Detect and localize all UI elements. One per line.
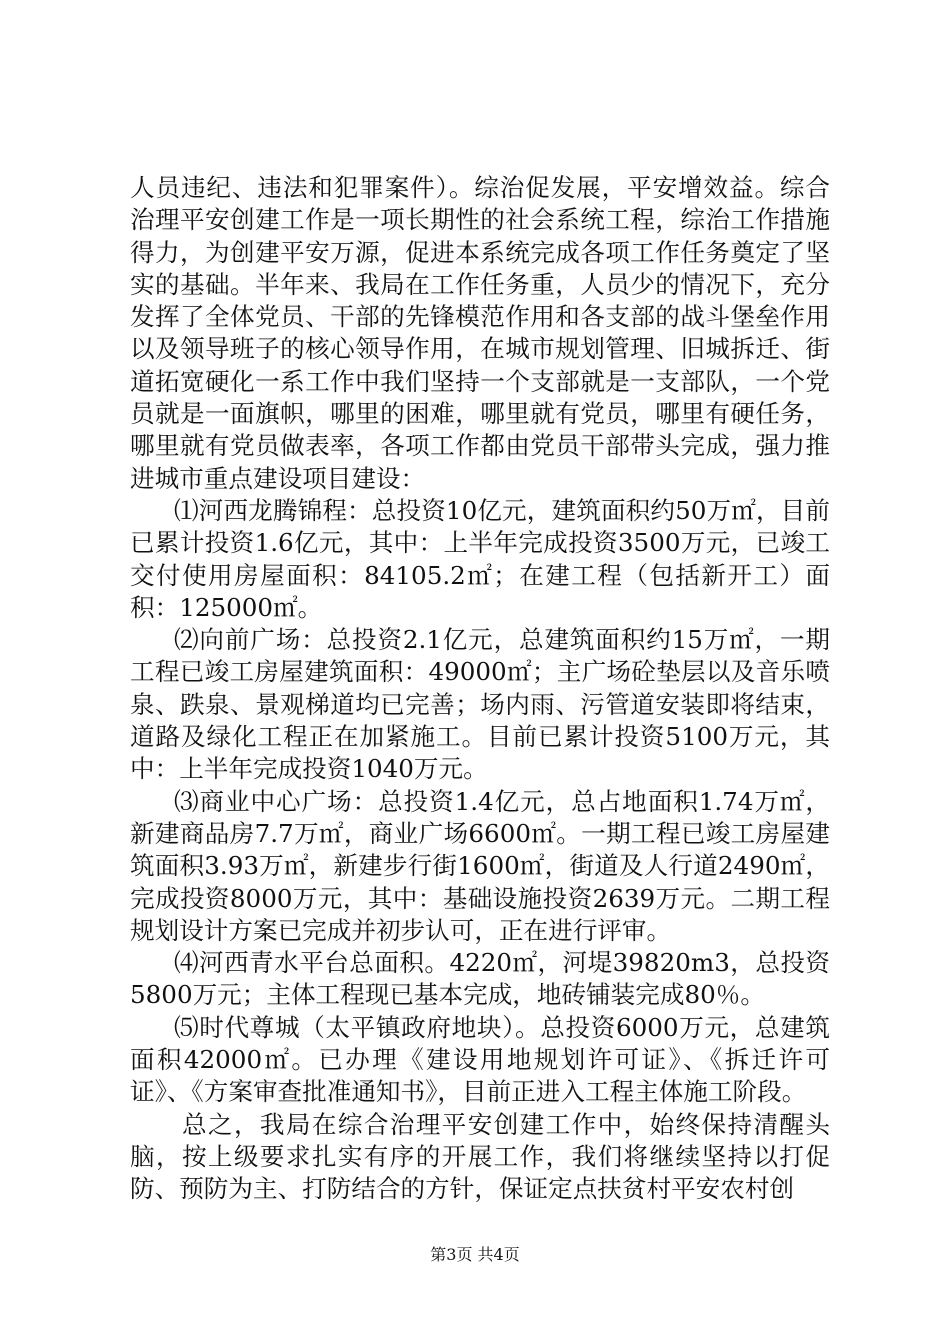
paragraph-item-5: ⑸时代尊城（太平镇政府地块）。总投资6000万元，总建筑面积42000㎡。已办理《建设用地规划许可证》、《拆迁许可证》、《方案审查批准通知书》，目前正进入工程主体施工阶段。 [130,1012,830,1107]
document-body [130,172,830,1206]
paragraph-summary: 总之，我局在综合治理平安创建工作中，始终保持清醒头脑，按上级要求扎实有序的开展工作，我们将继续坚持以打促防、预防为主、打防结合的方针，保证定点扶贫村平安农村创 [130,1109,830,1204]
paragraph-item-1: ⑴河西龙腾锦程：总投资10亿元，建筑面积约50万㎡，目前已累计投资1.6亿元，其中：上半年完成投资3500万元，已竣工交付使用房屋面积：84105.2㎡；在建工程（包括新开工）面积：125000㎡。 [130,495,830,622]
paragraph-item-3: ⑶商业中心广场：总投资1.4亿元，总占地面积1.74万㎡，新建商品房7.7万㎡，商业广场6600㎡。一期工程已竣工房屋建筑面积3.93万㎡，新建步行街1600㎡，街道及人行道2490㎡，完成投资8000万元，其中：基础设施投资2639万元。二期工程规划设计方案已完成并初步认可，正在进行评审。 [130,786,830,945]
paragraph-item-4: ⑷河西青水平台总面积。4220㎡，河堤39820m3，总投资5800万元；主体工程现已基本完成，地砖铺装完成80％。 [130,948,830,1010]
page-footer: 第3页 共4页 [430,1245,520,1264]
paragraph-intro: 人员违纪、违法和犯罪案件）。综治促发展，平安增效益。综合治理平安创建工作是一项长期性的社会系统工程，综治工作措施得力，为创建平安万源，促进本系统完成各项工作任务奠定了坚实的基础。半年来、我局在工作任务重，人员少的情况下，充分发挥了全体党员、干部的先锋模范作用和各支部的战斗堡垒作用以及领导班子的核心领导作用，在城市规划管理、旧城拆迁、街道拓宽硬化一系工作中我们坚持一个支部就是一支部队，一个党员就是一面旗帜，哪里的困难，哪里就有党员，哪里有硬任务，哪里就有党员做表率，各项工作都由党员干部带头完成，强力推进城市重点建设项目建设： [130,173,830,493]
paragraph-item-2: ⑵向前广场：总投资2.1亿元，总建筑面积约15万㎡，一期工程已竣工房屋建筑面积：49000㎡；主广场砼垫层以及音乐喷泉、跌泉、景观梯道均已完善；场内雨、污管道安装即将结束，道路及绿化工程正在加紧施工。目前已累计投资5100万元，其中：上半年完成投资1040万元。 [130,625,830,784]
